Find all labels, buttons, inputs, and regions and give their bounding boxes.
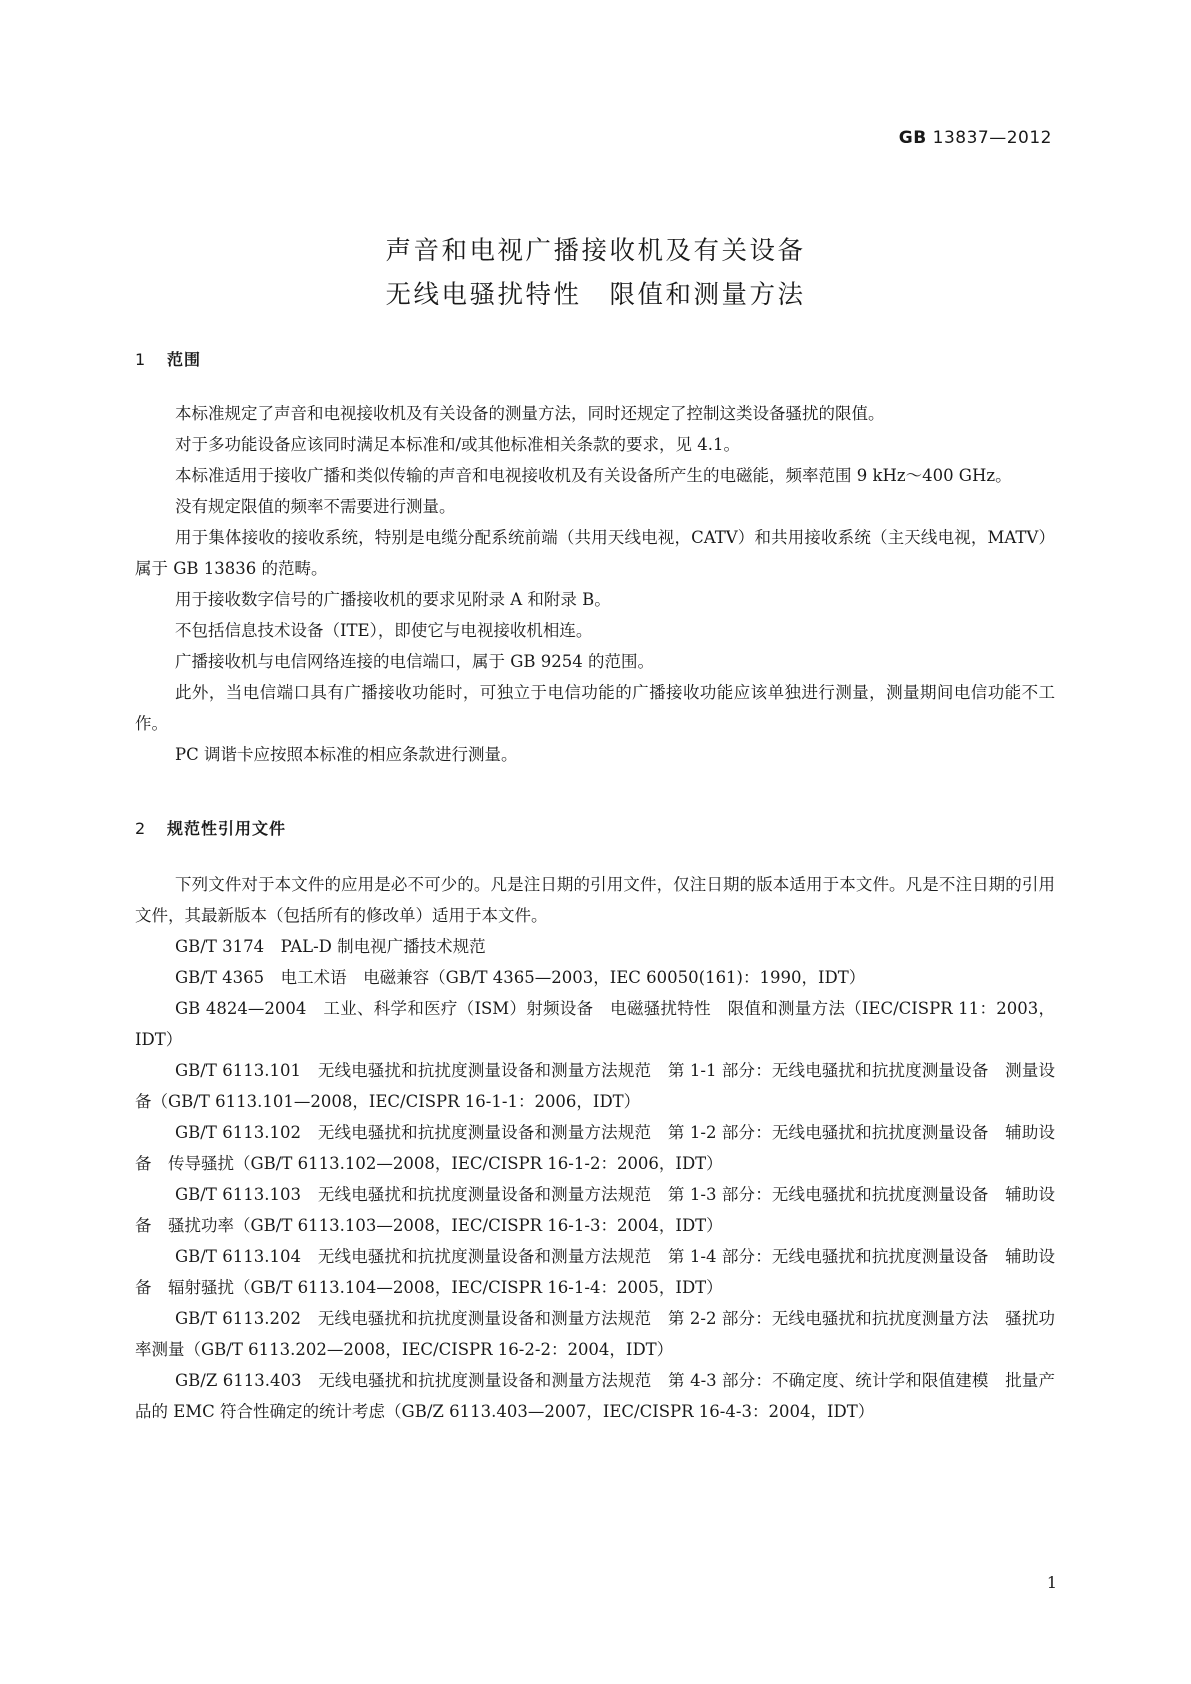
section-2-body	[135, 869, 1055, 1427]
standard-number: 13837—2012	[932, 128, 1052, 148]
section-number: 2	[135, 819, 147, 838]
reference-code: GB/T 4365	[175, 968, 265, 987]
reference-text: 电工术语 电磁兼容（GB/T 4365—2003，IEC 60050(161)：1990，IDT）	[280, 968, 866, 987]
reference-code: GB/T 6113.202	[175, 1309, 302, 1328]
reference-code: GB/T 6113.103	[175, 1185, 302, 1204]
paragraph: 此外，当电信端口具有广播接收功能时，可独立于电信功能的广播接收功能应该单独进行测量，测量期间电信功能不工作。	[135, 683, 1055, 733]
section-title: 规范性引用文件	[167, 819, 287, 838]
title-line-2: 无线电骚扰特性 限值和测量方法	[385, 280, 806, 310]
reference-code: GB/T 6113.104	[175, 1247, 302, 1266]
page-number: 1	[1046, 1573, 1057, 1592]
paragraph: 对于多功能设备应该同时满足本标准和/或其他标准相关条款的要求，见 4.1。	[175, 435, 741, 454]
paragraph: 本标准规定了声音和电视接收机及有关设备的测量方法，同时还规定了控制这类设备骚扰的限值。	[175, 404, 885, 423]
reference-item	[135, 1365, 1055, 1427]
paragraph: 没有规定限值的频率不需要进行测量。	[175, 497, 456, 516]
paragraph: 用于集体接收的接收系统，特别是电缆分配系统前端（共用天线电视，CATV）和共用接收系统（主天线电视，MATV）属于 GB 13836 的范畴。	[135, 528, 1055, 578]
paragraph: PC 调谐卡应按照本标准的相应条款进行测量。	[175, 745, 518, 764]
reference-code: GB/T 6113.102	[175, 1123, 302, 1142]
reference-code: GB/Z 6113.403	[175, 1371, 302, 1390]
paragraph: 广播接收机与电信网络连接的电信端口，属于 GB 9254 的范围。	[175, 652, 655, 671]
document-title	[0, 229, 1191, 317]
reference-item	[135, 1179, 1055, 1241]
reference-text: 工业、科学和医疗（ISM）射频设备 电磁骚扰特性 限值和测量方法（IEC/CISPR 11：2003，IDT）	[135, 999, 1056, 1049]
paragraph: 用于接收数字信号的广播接收机的要求见附录 A 和附录 B。	[175, 590, 611, 609]
intro-paragraph: 下列文件对于本文件的应用是必不可少的。凡是注日期的引用文件，仅注日期的版本适用于本文件。凡是不注日期的引用文件，其最新版本（包括所有的修改单）适用于本文件。	[135, 875, 1055, 925]
section-number: 1	[135, 350, 147, 369]
section-1-heading	[135, 347, 201, 370]
standard-code	[899, 128, 1052, 148]
paragraph: 本标准适用于接收广播和类似传输的声音和电视接收机及有关设备所产生的电磁能，频率范围 9 kHz～400 GHz。	[175, 466, 1012, 485]
reference-code: GB/T 6113.101	[175, 1061, 302, 1080]
section-title: 范围	[167, 350, 202, 369]
reference-text: 无线电骚扰和抗扰度测量设备和测量方法规范 第 1-4 部分：无线电骚扰和抗扰度测量设备 辅助设备 辐射骚扰（GB/T 6113.104—2008，IEC/CISPR 16-1-4：2005，IDT）	[135, 1247, 1056, 1297]
section-2-heading	[135, 816, 286, 839]
reference-text: 无线电骚扰和抗扰度测量设备和测量方法规范 第 1-1 部分：无线电骚扰和抗扰度测量设备 测量设备（GB/T 6113.101—2008，IEC/CISPR 16-1-1：2006，IDT）	[135, 1061, 1056, 1111]
reference-text: 无线电骚扰和抗扰度测量设备和测量方法规范 第 1-3 部分：无线电骚扰和抗扰度测量设备 辅助设备 骚扰功率（GB/T 6113.103—2008，IEC/CISPR 16-1-3：2004，IDT）	[135, 1185, 1056, 1235]
reference-item	[135, 931, 1055, 962]
reference-code: GB 4824—2004	[175, 999, 307, 1018]
reference-item	[135, 1055, 1055, 1117]
reference-text: 无线电骚扰和抗扰度测量设备和测量方法规范 第 4-3 部分：不确定度、统计学和限值建模 批量产品的 EMC 符合性确定的统计考虑（GB/Z 6113.403—2007，IEC/CISPR 16-4-3：2004，IDT）	[135, 1371, 1056, 1421]
reference-item	[135, 1303, 1055, 1365]
reference-text: PAL-D 制电视广播技术规范	[280, 937, 486, 956]
reference-text: 无线电骚扰和抗扰度测量设备和测量方法规范 第 2-2 部分：无线电骚扰和抗扰度测量方法 骚扰功率测量（GB/T 6113.202—2008，IEC/CISPR 16-2-2：2004，IDT）	[135, 1309, 1056, 1359]
reference-item	[135, 962, 1055, 993]
reference-code: GB/T 3174	[175, 937, 265, 956]
reference-text: 无线电骚扰和抗扰度测量设备和测量方法规范 第 1-2 部分：无线电骚扰和抗扰度测量设备 辅助设备 传导骚扰（GB/T 6113.102—2008，IEC/CISPR 16-1-2：2006，IDT）	[135, 1123, 1056, 1173]
title-line-1: 声音和电视广播接收机及有关设备	[385, 236, 806, 266]
paragraph: 不包括信息技术设备（ITE），即使它与电视接收机相连。	[175, 621, 593, 640]
section-1-body	[135, 398, 1055, 770]
standard-prefix: GB	[898, 128, 927, 148]
reference-item	[135, 993, 1055, 1055]
reference-item	[135, 1241, 1055, 1303]
reference-item	[135, 1117, 1055, 1179]
